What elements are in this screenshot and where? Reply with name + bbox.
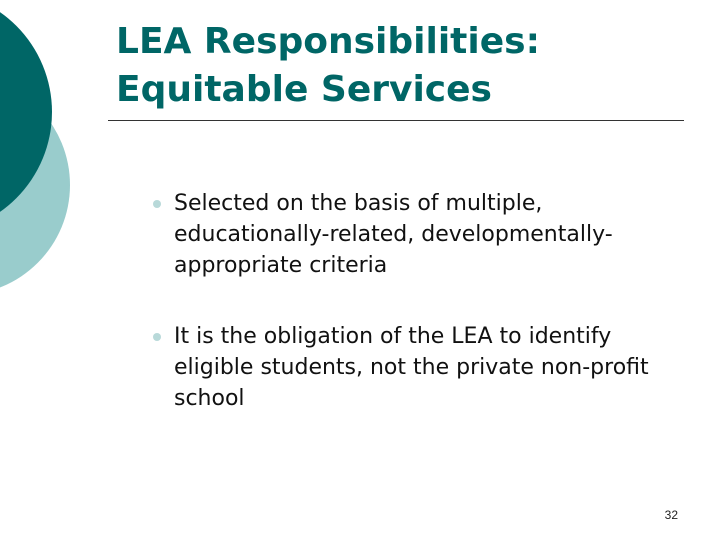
bullet-text: It is the obligation of the LEA to identify eligible students, not the private non-profit school (174, 324, 649, 411)
bullet-item (148, 188, 693, 281)
title-divider (108, 120, 684, 121)
bullet-text: Selected on the basis of multiple, educationally-related, developmentally-appropriate criteria (174, 191, 613, 278)
light-circle (0, 75, 70, 295)
slide-title (116, 18, 706, 114)
title-line-2: Equitable Services (116, 69, 492, 110)
page-number: 32 (664, 508, 678, 522)
decorative-circles (0, 0, 90, 300)
dark-circle (0, 0, 52, 234)
bullet-list (148, 188, 693, 454)
bullet-icon (153, 333, 161, 341)
bullet-item (148, 321, 693, 414)
title-line-1: LEA Responsibilities: (116, 21, 540, 62)
bullet-icon (153, 200, 161, 208)
